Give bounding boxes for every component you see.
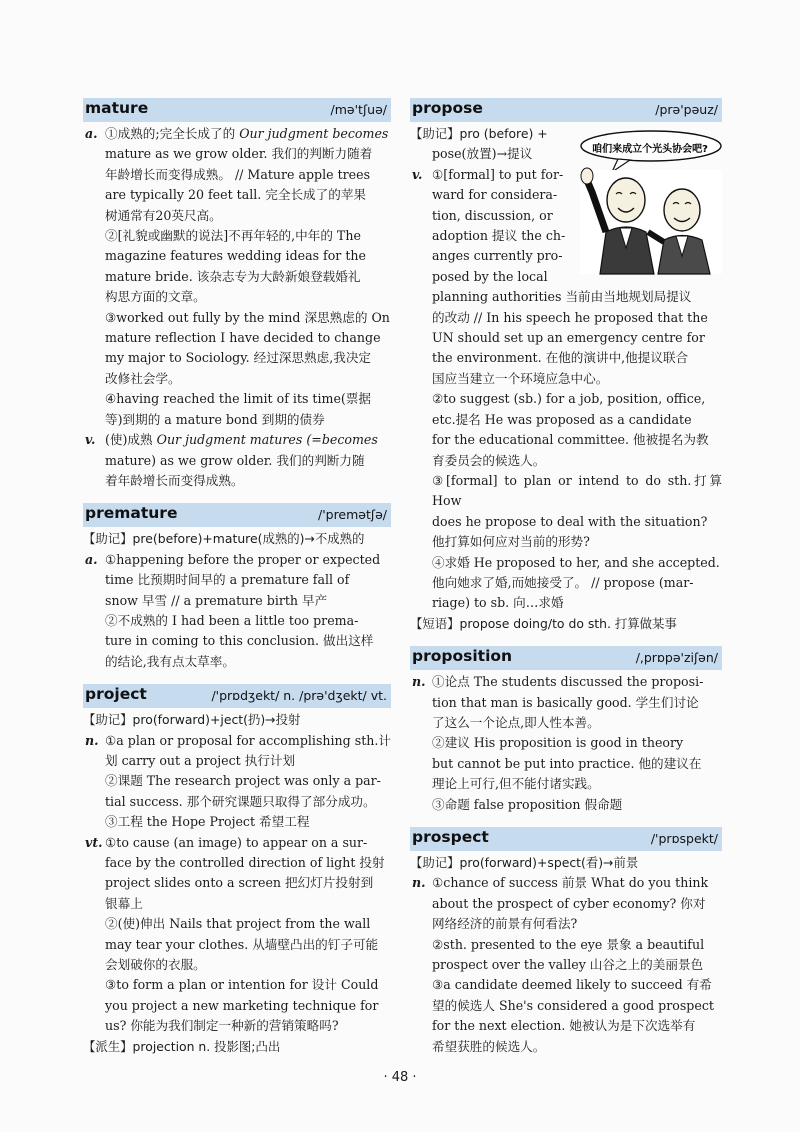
entry-premature <box>83 503 391 672</box>
definition-line <box>83 731 391 751</box>
speech-bubble-text: 咱们来成立个光头协会吧? <box>592 144 708 155</box>
definition-text: 理论上可行,但不能付诸实践。 <box>432 776 600 792</box>
definition-line <box>83 185 391 205</box>
definition-line <box>410 795 722 815</box>
definition-text: snow 早雪 // a premature birth 早产 <box>105 592 328 608</box>
definition-line <box>410 308 722 328</box>
definition-line <box>410 532 722 552</box>
phonetic: /prə'pəuz/ <box>655 102 718 117</box>
definition-line <box>83 206 391 226</box>
definition-text: 他向她求了婚,而她接受了。 // propose (mar- <box>432 574 694 590</box>
definition-text: ③a candidate deemed likely to succeed 有希 <box>432 977 712 993</box>
entry-project <box>83 684 391 1057</box>
definition-line <box>83 1037 391 1057</box>
definition-line <box>410 206 582 226</box>
definition-text: ②[礼貌或幽默的说法]不再年轻的,中年的 The <box>105 228 361 244</box>
definition-text: 国应当建立一个环境应急中心。 <box>432 370 609 386</box>
definition-line <box>83 652 391 672</box>
definition-text: about the prospect of cyber economy? 你对 <box>432 895 706 911</box>
definition-line <box>410 124 560 144</box>
phonetic: /,prɒpə'ziʃən/ <box>635 650 718 666</box>
definition-line <box>410 165 582 185</box>
definition-text: you project a new marketing technique for <box>105 997 379 1013</box>
right-column <box>410 98 722 1057</box>
definition-line <box>83 812 391 832</box>
part-of-speech-label: n. <box>412 674 426 690</box>
definition-text: ④having reached the limit of its time(票据 <box>105 391 371 407</box>
example-text: Our judgment matures (=becomes <box>156 432 378 448</box>
definition-text: 的结论,我有点太草率。 <box>105 653 235 669</box>
definition-text: 改修社会学。 <box>105 370 181 386</box>
definition-line <box>83 710 391 730</box>
definition-line <box>410 873 722 893</box>
definition-line <box>83 328 391 348</box>
definition-text: 的改动 // In his speech he proposed that the <box>432 309 708 325</box>
definition-text: for the next election. 她被认为是下次选举有 <box>432 1018 696 1034</box>
left-column <box>83 98 391 1057</box>
definition-text: 银幕上 <box>105 895 143 911</box>
definition-text: face by the controlled direction of light 投射 <box>105 855 385 870</box>
definition-text: ①论点 The students discussed the proposi- <box>432 674 704 690</box>
definition-line <box>83 471 391 491</box>
definition-line <box>410 144 582 164</box>
definition-text: tial success. 那个研究课题只取得了部分成功。 <box>105 793 376 809</box>
definition-text: 年龄增长而变得成熟。 // Mature apple trees <box>105 166 371 182</box>
definition-lines <box>83 710 391 1057</box>
definition-line <box>410 774 722 794</box>
definition-text: planning authorities 当前由当地规划局提议 <box>432 289 692 305</box>
definition-text: 等)到期的 a mature bond 到期的债券 <box>105 411 325 427</box>
definition-text: ②sth. presented to the eye 景象 a beautiful <box>432 936 705 952</box>
headword: propose <box>412 99 483 117</box>
definition-text: pose(放置)→提议 <box>432 146 533 162</box>
definition-line <box>83 246 391 266</box>
definition-text: 网络经济的前景有何看法? <box>432 916 578 932</box>
definition-line <box>83 430 391 450</box>
definition-line <box>83 369 391 389</box>
definition-text: 了这么一个论点,即人性本善。 <box>432 714 600 730</box>
definition-line <box>410 614 722 634</box>
definition-text: ①a plan or proposal for accomplishing sth.计 <box>105 732 391 748</box>
entry-proposition <box>410 646 722 815</box>
headword: mature <box>85 99 149 117</box>
definition-line <box>83 124 391 144</box>
definition-line <box>83 451 391 471</box>
definition-line <box>410 713 722 733</box>
definition-text: mature as we grow older. 我们的判断力随着 <box>105 146 373 162</box>
definition-line <box>83 914 391 934</box>
definition-line <box>83 792 391 812</box>
headword-bar <box>83 98 391 122</box>
definition-text: ture in coming to this conclusion. 做出这样 <box>105 633 374 649</box>
mnemonic-text: 【助记】pro (before) + <box>410 126 548 141</box>
definition-line <box>83 226 391 246</box>
entry-propose <box>410 98 722 634</box>
definition-text: ②课题 The research project was only a par- <box>105 773 381 789</box>
definition-line <box>83 833 391 853</box>
definition-text: ①to cause (an image) to appear on a sur- <box>105 834 368 850</box>
definition-line <box>83 308 391 328</box>
definition-text: 他打算如何应对当前的形势? <box>432 534 590 550</box>
phonetic: /'premətʃə/ <box>317 507 387 523</box>
definition-line <box>410 451 722 471</box>
definition-text: 希望获胜的候选人。 <box>432 1038 546 1054</box>
definition-text: etc.提名 He was proposed as a candidate <box>432 411 692 427</box>
entry-mature <box>83 98 391 491</box>
definition-line <box>410 975 722 995</box>
definition-line <box>410 226 582 246</box>
entry-prospect <box>410 827 722 1057</box>
headword: premature <box>85 504 178 523</box>
definition-line <box>410 593 722 613</box>
definition-text: us? 你能为我们制定一种新的营销策略吗? <box>105 1018 339 1034</box>
definition-line <box>410 573 722 593</box>
definition-text: ①[formal] to put for- <box>432 166 564 182</box>
headword: project <box>85 685 147 704</box>
definition-text: ③to form a plan or intention for 设计 Could <box>105 977 379 993</box>
page-number: · 48 · <box>383 1070 417 1085</box>
definition-line <box>410 955 722 975</box>
definition-text: time 比预期时间早的 a premature fall of <box>105 572 350 588</box>
definition-line <box>410 389 722 409</box>
definition-text: ①happening before the proper or expected <box>105 551 381 567</box>
headword: proposition <box>412 647 513 666</box>
definition-line <box>83 144 391 164</box>
cartoon-illustration <box>578 128 724 276</box>
definition-line <box>83 389 391 409</box>
definition-text: magazine features wedding ideas for the <box>105 248 366 264</box>
definition-line <box>410 935 722 955</box>
definition-text: anges currently pro- <box>432 248 563 264</box>
headword: prospect <box>412 828 489 846</box>
headword-bar <box>83 684 391 708</box>
definition-text: for the educational committee. 他被提名为教 <box>432 432 709 448</box>
definition-line <box>83 935 391 955</box>
definition-line <box>83 975 391 995</box>
definition-text: does he propose to deal with the situation? <box>432 513 708 529</box>
definition-line <box>83 529 391 549</box>
definition-line <box>410 430 722 450</box>
definition-line <box>410 471 722 512</box>
part-of-speech-label: n. <box>85 732 99 748</box>
part-of-speech-label: n. <box>412 875 426 891</box>
definition-text: ③命题 false proposition 假命题 <box>432 796 623 812</box>
definition-line <box>410 672 722 692</box>
definition-text: the environment. 在他的演讲中,他提议联合 <box>432 350 689 366</box>
definition-line <box>410 185 582 205</box>
definition-lines <box>410 853 722 1057</box>
definition-line <box>83 550 391 570</box>
definition-line <box>83 996 391 1016</box>
definition-text: but cannot be put into practice. 他的建议在 <box>432 755 702 771</box>
mnemonic-text: 【助记】pre(before)+mature(成熟的)→不成熟的 <box>83 531 365 547</box>
definition-text: 树通常有20英尺高。 <box>105 207 222 223</box>
definition-line <box>83 410 391 430</box>
definition-line <box>410 287 722 307</box>
definition-line <box>83 287 391 307</box>
definition-line <box>83 591 391 611</box>
part-of-speech-label: vt. <box>85 834 103 850</box>
definition-text: 划 carry out a project 执行计划 <box>105 752 296 768</box>
example-text: Our judgment becomes <box>239 126 389 141</box>
headword-bar <box>410 646 722 670</box>
mnemonic-text: 【短语】propose doing/to do sth. 打算做某事 <box>410 615 677 631</box>
headword-bar <box>83 503 391 527</box>
phonetic: /mə'tʃuə/ <box>330 102 387 117</box>
definition-lines <box>410 672 722 815</box>
definition-lines <box>83 124 391 491</box>
part-of-speech-label: a. <box>85 126 98 141</box>
definition-text: tion that man is basically good. 学生们讨论 <box>432 694 699 710</box>
definition-lines <box>83 529 391 672</box>
definition-line <box>410 553 722 573</box>
part-of-speech-label: v. <box>85 432 96 448</box>
definition-text: ②不成熟的 I had been a little too prema- <box>105 612 359 628</box>
definition-text: ward for considera- <box>432 187 558 203</box>
definition-line <box>410 410 722 430</box>
headword-bar <box>410 98 722 122</box>
definition-text: mature bride. 该杂志专为大龄新娘登载婚礼 <box>105 268 361 284</box>
definition-line <box>83 1016 391 1036</box>
definition-line <box>83 873 391 893</box>
definition-line <box>410 853 722 873</box>
definition-line <box>83 955 391 975</box>
definition-line <box>410 1037 722 1057</box>
definition-text: 着年龄增长而变得成熟。 <box>105 472 244 488</box>
phonetic: /'prɒdʒekt/ n. /prə'dʒekt/ vt. <box>211 688 387 704</box>
definition-text: 望的候选人 She's considered a good prospect <box>432 997 714 1013</box>
definition-text: ②to suggest (sb.) for a job, position, office, <box>432 391 706 407</box>
definition-line <box>410 369 722 389</box>
mnemonic-text: 【助记】pro(forward)+spect(看)→前景 <box>410 855 639 870</box>
definition-text: my major to Sociology. 经过深思熟虑,我决定 <box>105 350 372 366</box>
definition-text: adoption 提议 the ch- <box>432 228 566 244</box>
phonetic: /'prɒspekt/ <box>650 831 718 846</box>
definition-text: 育委员会的候选人。 <box>432 452 546 468</box>
definition-line <box>410 1016 722 1036</box>
definition-line <box>83 348 391 368</box>
definition-text: 会划破你的衣服。 <box>105 957 206 973</box>
definition-line <box>410 348 722 368</box>
definition-line <box>83 611 391 631</box>
definition-text: ③工程 the Hope Project 希望工程 <box>105 814 310 830</box>
definition-text: ④求婚 He proposed to her, and she accepted. <box>432 554 720 570</box>
definition-text: ②(使)伸出 Nails that project from the wall <box>105 916 371 932</box>
mnemonic-text: 【助记】pro(forward)+ject(扔)→投射 <box>83 712 301 728</box>
definition-line <box>410 754 722 774</box>
definition-text: mature) as we grow older. 我们的判断力随 <box>105 452 365 468</box>
definition-text: project slides onto a screen 把幻灯片投射到 <box>105 875 374 891</box>
definition-text: 构思方面的文章。 <box>105 289 206 305</box>
definition-text: ③worked out fully by the mind 深思熟虑的 On <box>105 309 390 325</box>
headword-bar <box>410 827 722 851</box>
definition-text: prospect over the valley 山谷之上的美丽景色 <box>432 957 704 973</box>
definition-line <box>410 733 722 753</box>
definition-line <box>83 771 391 791</box>
definition-line <box>410 246 582 266</box>
definition-text: tion, discussion, or <box>432 207 553 223</box>
definition-text: ②建议 His proposition is good in theory <box>432 735 684 751</box>
definition-line <box>410 894 722 914</box>
definition-line <box>410 996 722 1016</box>
definition-line <box>83 894 391 914</box>
mnemonic-text: 【派生】projection n. 投影图;凸出 <box>83 1038 281 1054</box>
definition-line <box>83 267 391 287</box>
definition-text: may tear your clothes. 从墙壁凸出的钉子可能 <box>105 936 379 952</box>
definition-text: UN should set up an emergency centre for <box>432 330 705 346</box>
definition-line <box>410 267 582 287</box>
part-of-speech-label: a. <box>85 551 98 567</box>
definition-line <box>410 914 722 934</box>
definition-line <box>410 693 722 713</box>
definition-text: are typically 20 feet tall. 完全长成了的苹果 <box>105 187 367 203</box>
definition-text: ③[formal] to plan or intend to do sth.打算 How <box>432 472 722 509</box>
definition-text: ①chance of success 前景 What do you think <box>432 875 709 891</box>
definition-line <box>83 570 391 590</box>
definition-line <box>410 512 722 532</box>
definition-line <box>410 328 722 348</box>
definition-text: mature reflection I have decided to change <box>105 330 381 346</box>
definition-line <box>83 853 391 873</box>
definition-text: posed by the local <box>432 268 548 284</box>
definition-line <box>83 165 391 185</box>
definition-text: riage) to sb. 向…求婚 <box>432 595 564 611</box>
definition-text: ①成熟的;完全长成了的 <box>105 126 240 141</box>
definition-line <box>83 751 391 771</box>
definition-text: (使)成熟 <box>105 432 157 448</box>
definition-line <box>83 631 391 651</box>
part-of-speech-label: v. <box>412 166 423 182</box>
